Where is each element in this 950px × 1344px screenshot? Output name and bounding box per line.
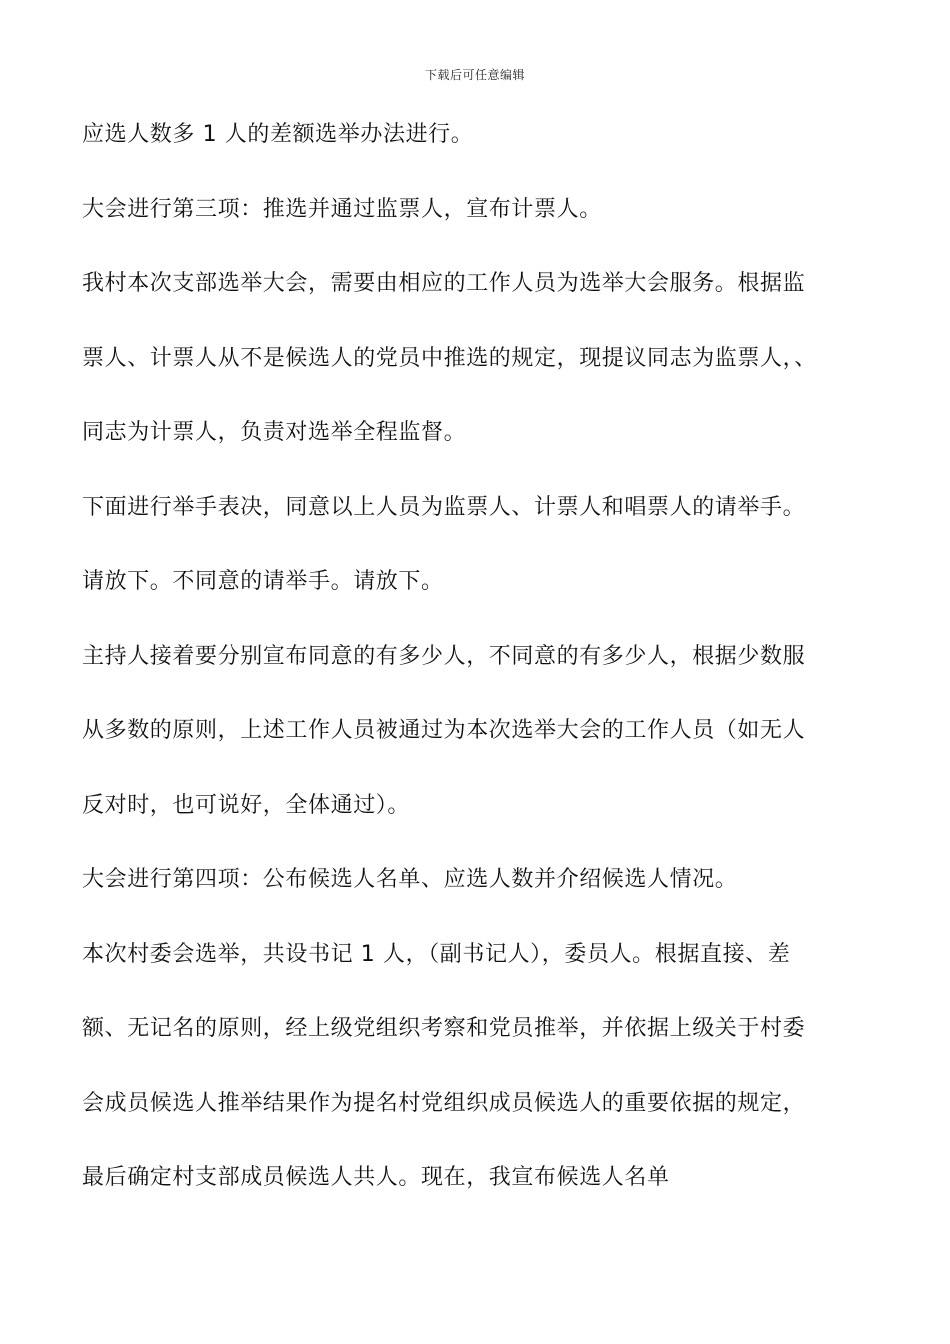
text-line: 从多数的原则，上述工作人员被通过为本次选举大会的工作人员（如无人 <box>82 718 806 743</box>
text-line: 最后确定村支部成员候选人共人。现在，我宣布候选人名单 <box>82 1165 670 1190</box>
page-header-note: 下载后可任意编辑 <box>424 68 525 82</box>
text-line: 反对时，也可说好，全体通过）。 <box>82 792 411 818</box>
text-line: 主持人接着要分别宣布同意的有多少人，不同意的有多少人，根据少数服 <box>82 643 806 669</box>
text-line: 大会进行第三项：推选并通过监票人，宣布计票人。 <box>82 196 602 222</box>
text-line: 大会进行第四项：公布候选人名单、应选人数并介绍候选人情况。 <box>82 867 738 892</box>
text-line: 我村本次支部选举大会，需要由相应的工作人员为选举大会服务。根据监 <box>82 271 806 296</box>
text-line: 额、无记名的原则，经上级党组织考察和党员推举，并依据上级关于村委 <box>82 1016 806 1041</box>
text-line: 下面进行举手表决，同意以上人员为监票人、计票人和唱票人的请举手。 <box>82 494 806 520</box>
text-line: 本次村委会选举，共设书记 1 人，（副书记人），委员人。根据直接、差 <box>82 941 791 967</box>
text-line: 请放下。不同意的请举手。请放下。 <box>82 569 444 594</box>
document-body <box>82 116 882 1234</box>
text-line: 票人、计票人从不是候选人的党员中推选的规定，现提议同志为监票人，、 <box>82 345 817 371</box>
text-line: 会成员候选人推举结果作为提名村党组织成员候选人的重要依据的规定， <box>82 1090 806 1116</box>
text-line: 同志为计票人，负责对选举全程监督。 <box>82 420 467 445</box>
text-line: 应选人数多 1 人的差额选举办法进行。 <box>82 122 474 147</box>
